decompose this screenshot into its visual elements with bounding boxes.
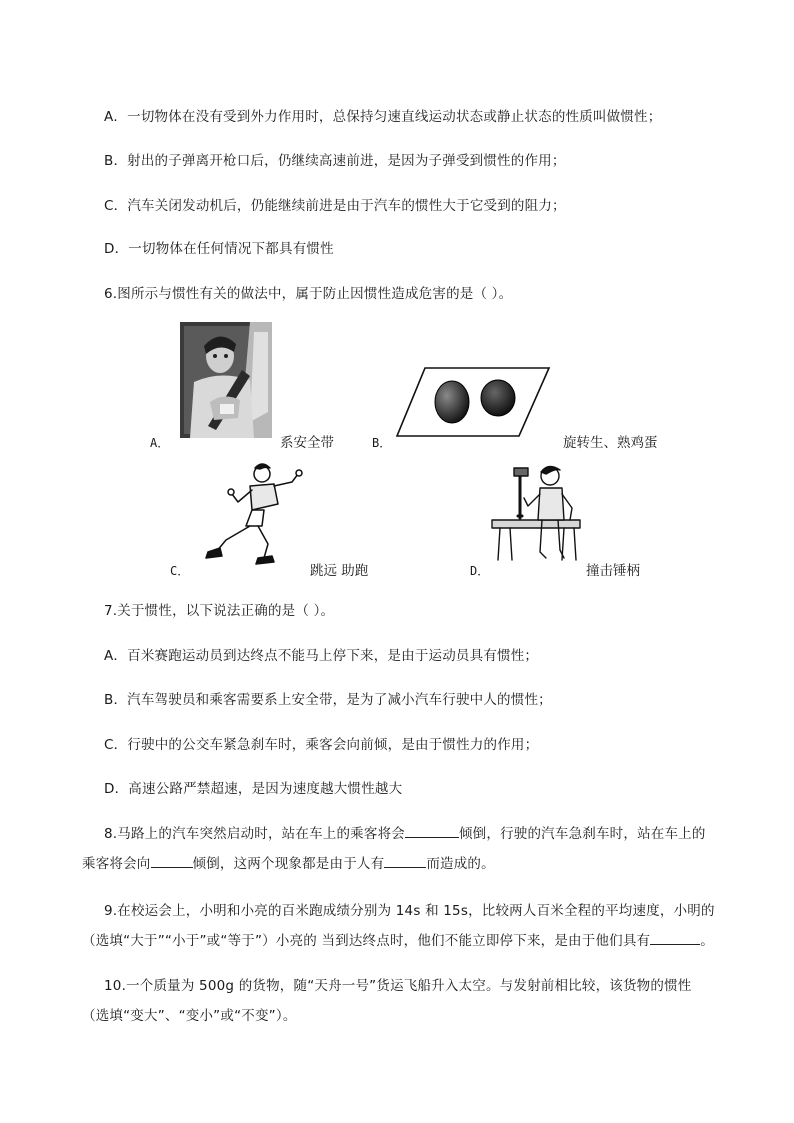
q8-text-3: 乘客将会向	[82, 856, 151, 872]
q5-option-b: B．射出的子弹离开枪口后，仍继续高速前进，是因为子弹受到惯性的作用；	[104, 153, 566, 169]
q8-text-4: 倾倒，这两个现象都是由于人有	[192, 856, 385, 872]
q9-line-1: 9.在校运会上，小明和小亮的百米跑成绩分别为 14s 和 15s，比较两人百米全程的平均速度，小明的	[104, 903, 715, 919]
option-a-label: A．	[150, 436, 170, 450]
runner-drawing	[198, 460, 304, 566]
q8-line-1	[104, 822, 706, 842]
q8-answer-blank-2[interactable]	[151, 853, 193, 868]
option-d-label: D．	[470, 564, 490, 578]
q5-option-c: C．汽车关闭发动机后，仍能继续前进是由于汽车的惯性大于它受到的阻力；	[104, 198, 566, 214]
q10-line-1: 10.一个质量为 500g 的货物，随“天舟一号”货运飞船升入太空。与发射前相比较，该货物的惯性	[104, 978, 692, 994]
q9-text-2: 。	[700, 933, 714, 949]
q5-option-a: A．一切物体在没有受到外力作用时，总保持匀速直线运动状态或静止状态的性质叫做惯性；	[104, 109, 662, 125]
q7-option-d: D．高速公路严禁超速，是因为速度越大惯性越大	[104, 781, 403, 797]
q9-line-2	[82, 929, 714, 949]
option-d-caption: 撞击锤柄	[586, 563, 640, 579]
q6-stem: 6.图所示与惯性有关的做法中，属于防止因惯性造成危害的是（ ）。	[104, 286, 513, 302]
eggs-drawing	[395, 366, 551, 440]
q8-text-2: 倾倒，行驶的汽车急刹车时，站在车上的	[458, 826, 706, 842]
q8-text-1: 8.马路上的汽车突然启动时，站在车上的乘客将会	[104, 826, 405, 842]
option-c-label: C．	[170, 564, 190, 578]
q8-text-5: 而造成的。	[426, 856, 495, 872]
q7-option-c: C．行驶中的公交车紧急刹车时，乘客会向前倾，是由于惯性力的作用；	[104, 737, 539, 753]
q9-answer-blank[interactable]	[650, 930, 700, 945]
q8-line-2	[82, 852, 495, 872]
q7-option-a: A．百米赛跑运动员到达终点不能马上停下来，是由于运动员具有惯性；	[104, 648, 539, 664]
hammer-drawing	[490, 462, 582, 564]
q8-answer-blank-1[interactable]	[405, 823, 459, 838]
q7-stem: 7.关于惯性，以下说法正确的是（ ）。	[104, 603, 335, 619]
option-b-label: B．	[372, 436, 392, 450]
q8-answer-blank-3[interactable]	[384, 853, 426, 868]
option-c-caption: 跳远 助跑	[310, 563, 369, 579]
q5-option-d: D．一切物体在任何情况下都具有惯性	[104, 241, 334, 257]
q10-line-2: （选填“变大”、“变小”或“不变”）。	[82, 1008, 297, 1024]
option-a-caption: 系安全带	[280, 435, 334, 451]
seatbelt-photo	[180, 322, 272, 438]
q7-option-b: B．汽车驾驶员和乘客需要系上安全带，是为了减小汽车行驶中人的惯性；	[104, 692, 552, 708]
q9-text-1: （选填“大于”“小于”或“等于”）小亮的 当到达终点时，他们不能立即停下来，是由于他们具有	[82, 933, 651, 949]
option-b-caption: 旋转生、熟鸡蛋	[563, 435, 658, 451]
